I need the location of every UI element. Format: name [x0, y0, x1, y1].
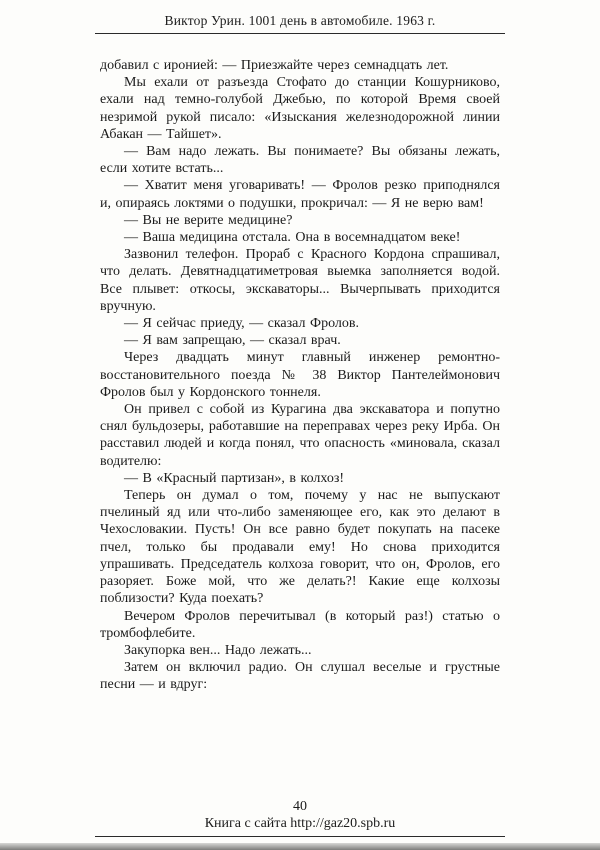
header-title: Виктор Урин. 1001 день в автомобиле. 1963 г. — [164, 13, 436, 28]
header-rule — [95, 33, 505, 34]
paragraph: — В «Красный партизан», в колхоз! — [124, 470, 345, 486]
paragraph: — Вы не верите медицине? — [124, 212, 293, 228]
paragraph: Затем он включил радио. Он слушал веселые и грустные песни — и вдруг: — [100, 660, 500, 693]
paragraph: Закупорка вен... Надо лежать... — [124, 642, 312, 658]
footer-rule — [95, 836, 505, 837]
paragraph: Мы ехали от разъезда Стофато до станции Кошурниково, ехали над темно-голубой Джебью, по которой Время своей незримой рукой писало: «Изыскания железнодорожной линии Абакан — Тайшет». — [100, 75, 500, 142]
running-header — [95, 0, 505, 34]
footer-site-note: Книга с сайта http://gaz20.spb.ru — [204, 816, 396, 831]
paragraph: — Вам надо лежать. Вы понимаете? Вы обязаны лежать, если хотите встать... — [100, 144, 500, 177]
paragraph: — Я вам запрещаю, — сказал врач. — [124, 333, 341, 349]
paragraph: Он привел с собой из Курагина два экскаватора и попутно снял бульдозеры, работавшие на переправах через реку Ирба. Он расставил людей и когда понял, что опасность «миновала, сказал водителю: — [100, 402, 500, 469]
paragraph: добавил с иронией: — Приезжайте через семнадцать лет. — [100, 58, 449, 73]
page-number: 40 — [293, 799, 307, 814]
paragraph: — Ваша медицина отстала. Она в восемнадцатом веке! — [124, 230, 461, 246]
page-footer — [95, 798, 505, 837]
paragraph: Теперь он думал о том, почему у нас не выпускают пчелиный яд или что-либо заменяющее его, как это делают в Чехословакии. Пусть! Он все равно будет покупать на пасеке пчел, только бы продавали ему! Но снова приходится упрашивать. Председатель колхоза говорит, что он, Фролов, его разоряет. Боже мой, что же делать?! Какие еще колхозы поблизости? Куда поехать? — [100, 488, 500, 607]
paragraph: — Я сейчас приеду, — сказал Фролов. — [124, 316, 359, 332]
paragraph: Вечером Фролов перечитывал (в который раз!) статью о тромбофлебите. — [100, 608, 500, 641]
paragraph: — Хватит меня уговаривать! — Фролов резко приподнялся и, опираясь локтями о подушки, прокричал: — Я не верю вам! — [100, 178, 500, 211]
paragraph: Через двадцать минут главный инженер ремонтно-восстановительного поезда № 38 Виктор Пантелеймонович Фролов был у Кордонского тоннеля. — [100, 350, 500, 400]
body-text — [100, 57, 500, 694]
scan-edge-shadow — [0, 843, 600, 850]
paragraph: Зазвонил телефон. Прораб с Красного Кордона спрашивал, что делать. Девятнадцатиметровая выемка заполняется водой. Все плывет: откосы, экскаваторы... Вычерпывать приходится вручную. — [100, 247, 500, 314]
